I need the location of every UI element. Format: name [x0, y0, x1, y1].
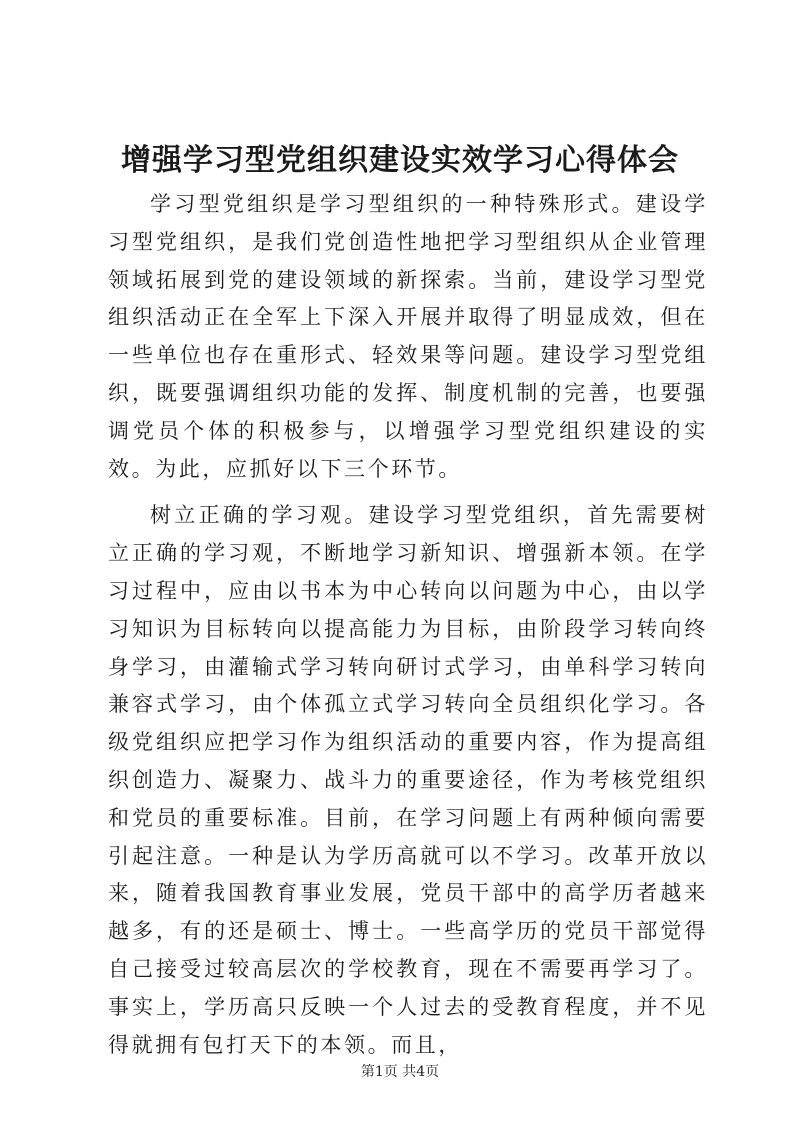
- paragraph-learning-view: 树立正确的学习观。建设学习型党组织，首先需要树立正确的学习观，不断地学习新知识、增强新本领。在学习过程中，应由以书本为中心转向以问题为中心，由以学习知识为目标转向以提高能力为目标，由阶段学习转向终身学习，由灌输式学习转向研讨式学习，由单科学习转向兼容式学习，由个体孤立式学习转向全员组织化学习。各级党组织应把学习作为组织活动的重要内容，作为提高组织创造力、凝聚力、战斗力的重要途径，作为考核党组织和党员的重要标准。目前，在学习问题上有两种倾向需要引起注意。一种是认为学历高就可以不学习。改革开放以来，随着我国教育事业发展，党员干部中的高学历者越来越多，有的还是硕士、博士。一些高学历的党员干部觉得自己接受过较高层次的学校教育，现在不需要再学习了。事实上，学历高只反映一个人过去的受教育程度，并不见得就拥有包打天下的本领。而且，: [108, 503, 708, 1057]
- page-number-label: 第1页 共4页: [360, 1064, 440, 1080]
- paragraph-intro: 学习型党组织是学习型组织的一种特殊形式。建设学习型党组织，是我们党创造性地把学习型组织从企业管理领域拓展到党的建设领域的新探索。当前，建设学习型党组织活动正在全军上下深入开展并取得了明显成效，但在一些单位也存在重形式、轻效果等问题。建设学习型党组织，既要强调组织功能的发挥、制度机制的完善，也要强调党员个体的积极参与，以增强学习型党组织建设的实效。为此，应抓好以下三个环节。: [108, 192, 708, 481]
- page-footer: [0, 1062, 800, 1082]
- document-title: 增强学习型党组织建设实效学习心得体会: [121, 143, 679, 178]
- document-body: [108, 186, 708, 1064]
